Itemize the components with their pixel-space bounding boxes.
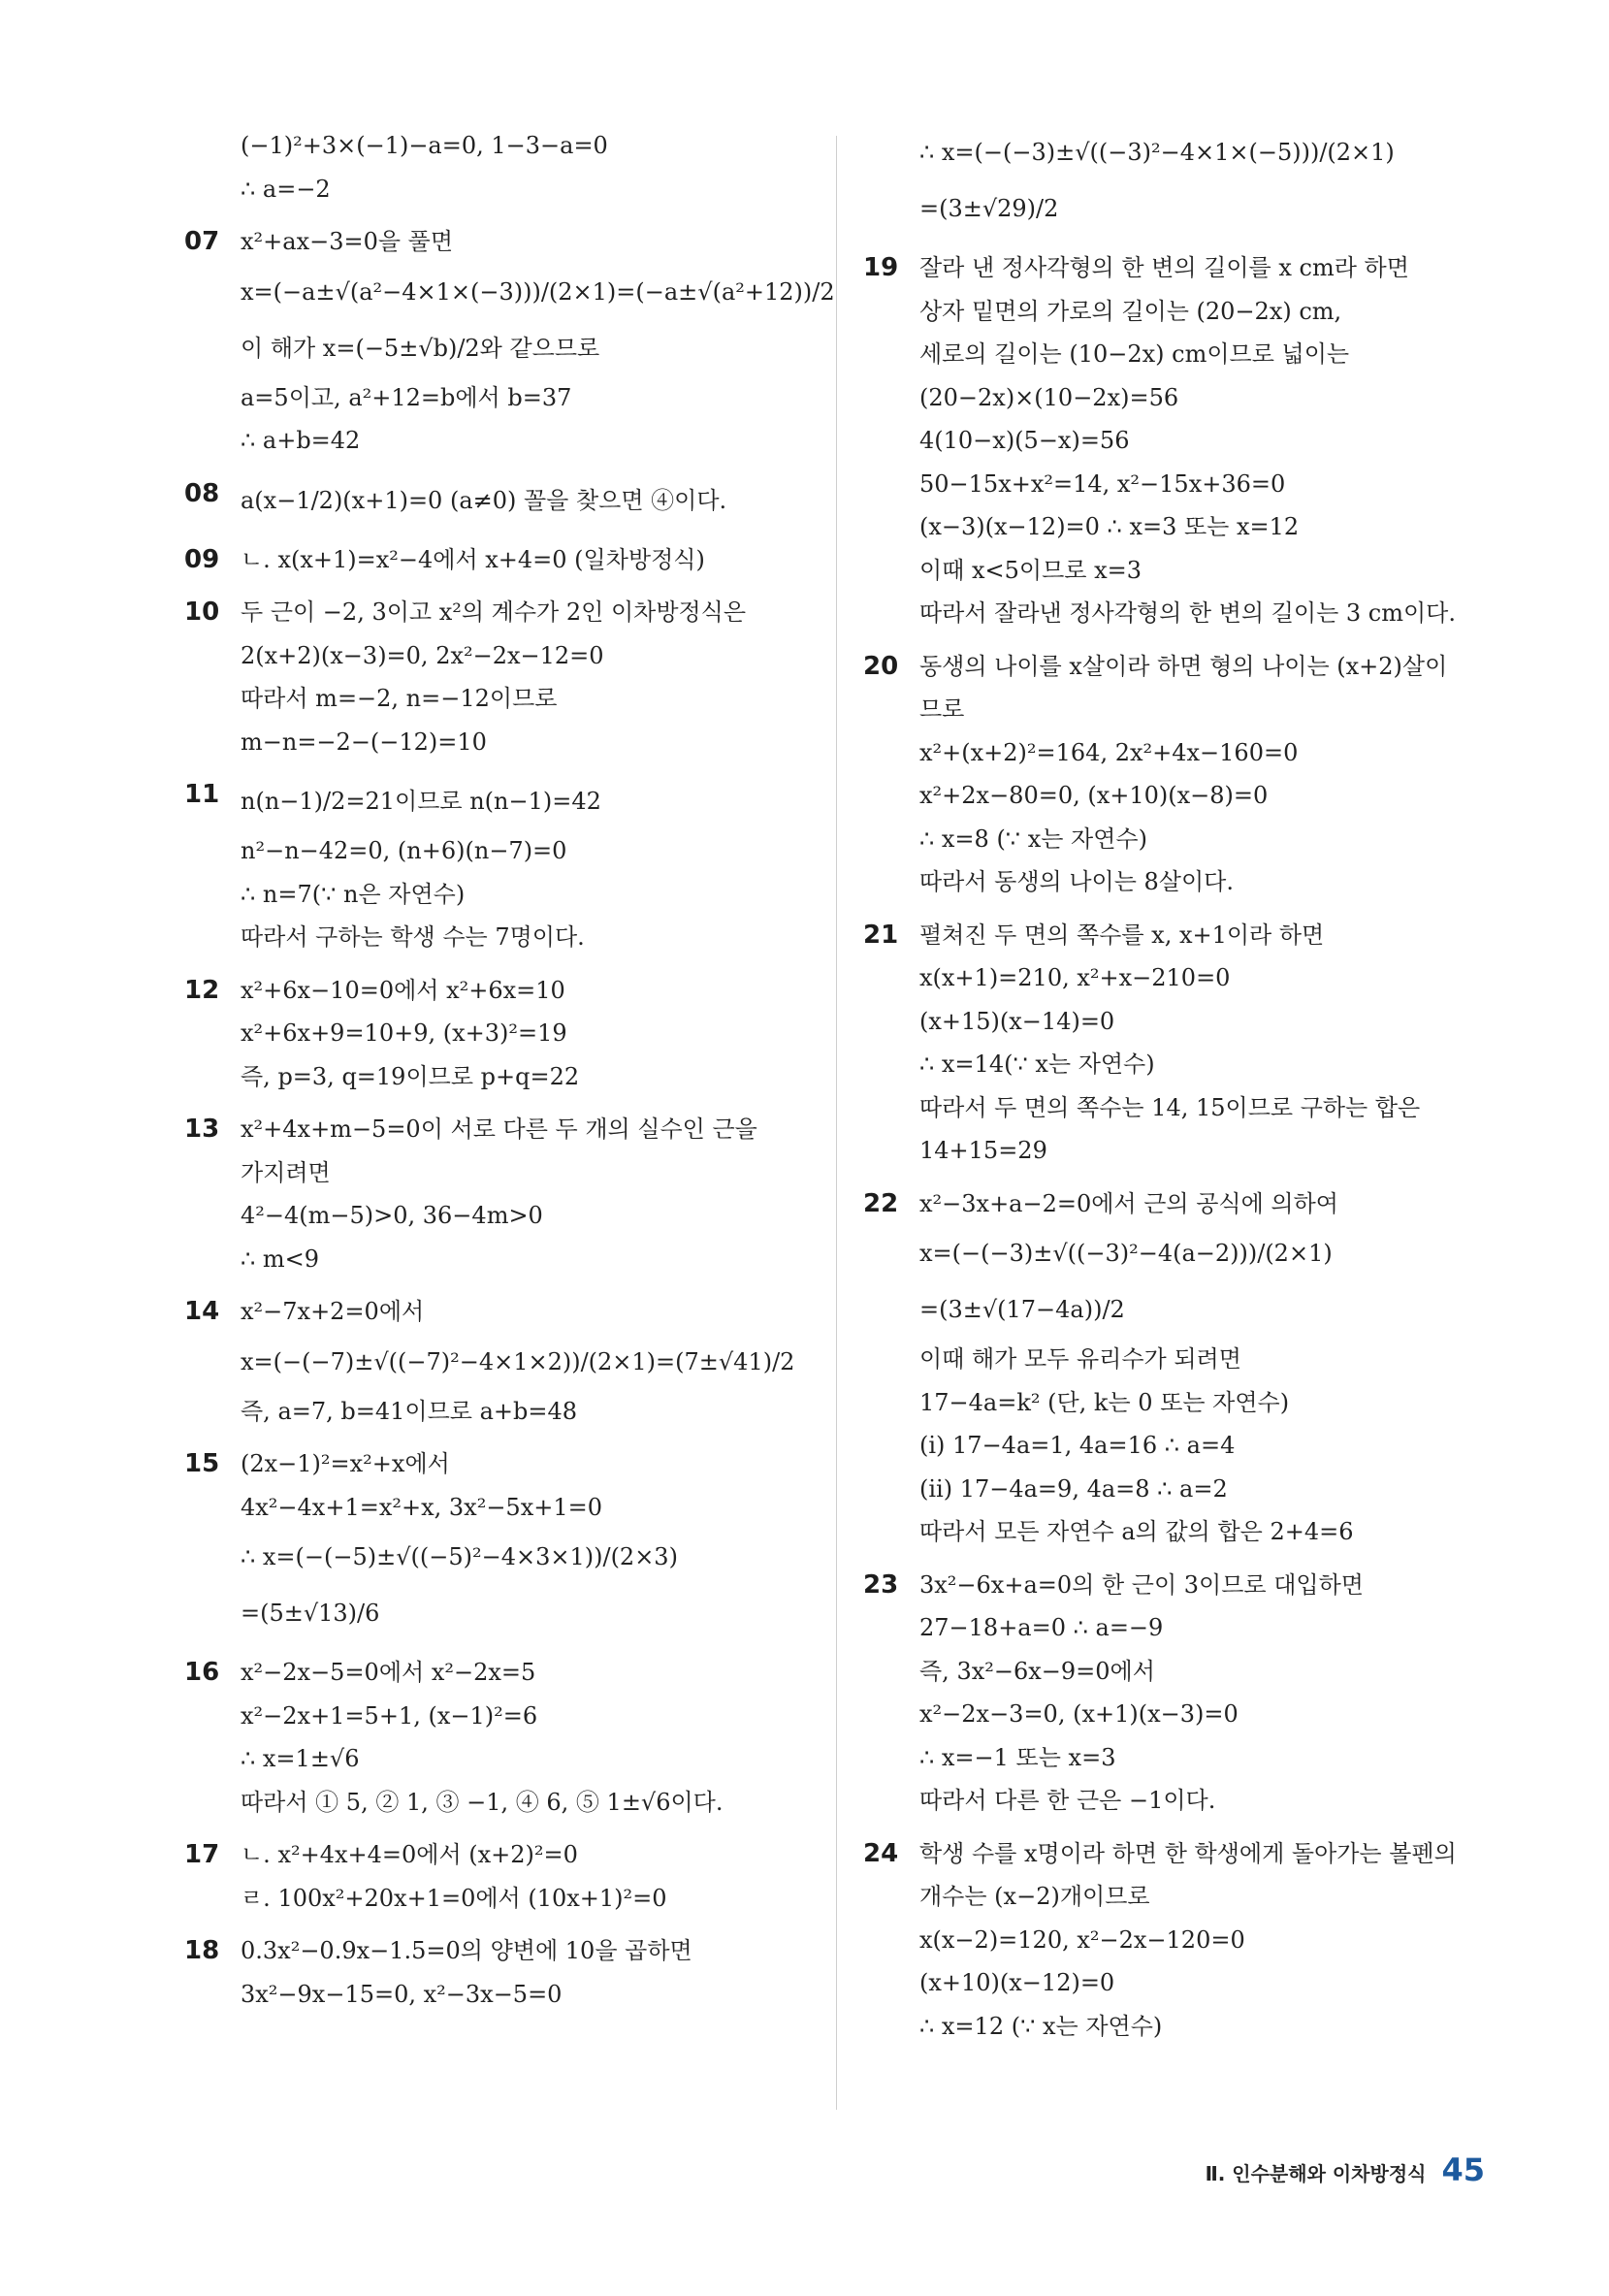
solution-line: 따라서 두 면의 쪽수는 14, 15이므로 구하는 합은 [919,1093,1421,1121]
problem-number: 14 [184,1297,220,1326]
solution-block [184,1442,805,1641]
problem-number: 22 [863,1188,899,1218]
solution-line: ∴ x=(−(−5)±√((−5)²−4×3×1))/(2×3) [241,1543,678,1570]
solution-line: ∴ x=14(∵ x는 자연수) [919,1051,1155,1078]
solution-line: 50−15x+x²=14, x²−15x+36=0 [919,469,1286,498]
solution-line: x²+4x+m−5=0이 서로 다른 두 개의 실수인 근을 [241,1116,757,1143]
solution-line: x²+ax−3=0을 풀면 [241,228,454,255]
solution-line: ∴ m<9 [241,1245,320,1273]
solution-line: (x+10)(x−12)=0 [919,1969,1115,1996]
solution-block [863,914,1484,1173]
problem-number: 19 [863,253,899,282]
solution-line: 4(10−x)(5−x)=56 [919,427,1130,454]
solution-line: 14+15=29 [919,1137,1047,1164]
solution-line: 따라서 m=−2, n=−12이므로 [241,685,558,712]
solution-line: (ⅰ) 17−4a=1, 4a=16 ∴ a=4 [919,1432,1236,1459]
solution-line: 따라서 ① 5, ② 1, ③ −1, ④ 6, ⑤ 1±√6이다. [241,1788,724,1816]
solution-block [184,591,805,763]
solution-line: 따라서 다른 한 근은 −1이다. [919,1787,1216,1814]
solution-line: =(5±√13)/6 [241,1600,380,1627]
chapter-title: Ⅱ. 인수분해와 이차방정식 [1205,2162,1427,2185]
solution-line: 0.3x²−0.9x−1.5=0의 양변에 10을 곱하면 [241,1937,692,1964]
solution-line: x²−2x−5=0에서 x²−2x=5 [241,1659,536,1686]
solution-line: =(3±√29)/2 [919,195,1059,222]
solution-line: ∴ a=−2 [241,175,331,203]
solution-line: ∴ n=7(∵ n은 자연수) [241,880,466,908]
solution-line: x²−3x+a−2=0에서 근의 공식에 의하여 [919,1189,1338,1217]
solution-block [184,1108,805,1280]
solution-line: 학생 수를 x명이라 하면 한 학생에게 돌아가는 볼펜의 [919,1839,1457,1867]
solution-block [863,1832,1484,2049]
solution-line: 개수는 (x−2)개이므로 [919,1883,1150,1910]
solution-line: ∴ x=−1 또는 x=3 [919,1743,1116,1771]
solution-line: 이 해가 x=(−5±√b)/2와 같으므로 [241,334,600,362]
problem-number: 16 [184,1658,220,1687]
solution-block [863,1564,1484,1823]
problem-number: 11 [184,780,220,809]
solution-line: x²−7x+2=0에서 [241,1298,425,1325]
solution-line: (ⅱ) 17−4a=9, 4a=8 ∴ a=2 [919,1474,1228,1503]
problem-number: 08 [184,478,220,508]
problem-number: 09 [184,544,220,574]
solution-line: 즉, p=3, q=19이므로 p+q=22 [241,1062,580,1090]
solution-block [184,1929,805,2016]
solution-line: (x−3)(x−12)=0 ∴ x=3 또는 x=12 [919,513,1300,540]
solution-block [184,1651,805,1824]
solution-line: 따라서 잘라낸 정사각형의 한 변의 길이는 3 cm이다. [919,599,1456,627]
solution-line: 따라서 동생의 나이는 8살이다. [919,868,1234,895]
solution-line: x=(−(−3)±√((−3)²−4(a−2)))/(2×1) [919,1240,1333,1267]
solution-line: ㄹ. 100x²+20x+1=0에서 (10x+1)²=0 [241,1884,667,1912]
solution-line: 이때 x<5이므로 x=3 [919,556,1142,584]
solution-line: ∴ x=12 (∵ x는 자연수) [919,2012,1163,2040]
solution-line: x=(−(−7)±√((−7)²−4×1×2))/(2×1)=(7±√41)/2 [241,1347,795,1375]
solution-line: x(x−2)=120, x²−2x−120=0 [919,1925,1245,1954]
problem-number: 07 [184,227,220,256]
solution-line: m−n=−2−(−12)=10 [241,728,487,756]
page-number: 45 [1441,2151,1485,2188]
problem-number: 12 [184,975,220,1005]
problem-number: 17 [184,1840,220,1869]
solution-line: ∴ x=8 (∵ x는 자연수) [919,825,1147,853]
solution-line: 3x²−9x−15=0, x²−3x−5=0 [241,1980,563,2008]
solution-line: 두 근이 −2, 3이고 x²의 계수가 2인 이차방정식은 [241,598,747,626]
solution-line: x²−2x+1=5+1, (x−1)²=6 [241,1701,538,1730]
page-footer [1206,2151,1485,2188]
solution-block [184,969,805,1099]
solution-line: 4x²−4x+1=x²+x, 3x²−5x+1=0 [241,1493,602,1521]
problem-number: 15 [184,1449,220,1478]
column-divider [836,136,837,2110]
solution-line: 따라서 구하는 학생 수는 7명이다. [241,923,585,951]
solution-line: (x+15)(x−14)=0 [919,1007,1115,1035]
solution-line: x²+6x−10=0에서 x²+6x=10 [241,976,565,1004]
problem-number: 20 [863,651,899,681]
solution-line: n(n−1)/2=21이므로 n(n−1)=42 [241,788,601,815]
solution-line: a(x−1/2)(x+1)=0 (a≠0) 꼴을 찾으면 ④이다. [241,486,727,514]
solution-line: 17−4a=k² (단, k는 0 또는 자연수) [919,1388,1290,1416]
solution-line: 가지려면 [241,1158,331,1186]
solution-line: 이때 해가 모두 유리수가 되려면 [919,1345,1241,1373]
solution-line: ㄴ. x²+4x+4=0에서 (x+2)²=0 [241,1841,578,1868]
solution-block [863,246,1484,635]
solution-line: 동생의 나이를 x살이라 하면 형의 나이는 (x+2)살이 [919,652,1448,680]
problem-number: 18 [184,1936,220,1965]
solution-line: 펼쳐진 두 면의 쪽수를 x, x+1이라 하면 [919,921,1325,949]
solution-line: 므로 [919,695,965,723]
solution-line: n²−n−42=0, (n+6)(n−7)=0 [241,837,567,864]
solution-line: 상자 밑면의 가로의 길이는 (20−2x) cm, [919,297,1342,325]
solution-block [184,538,805,582]
solution-line: ∴ a+b=42 [241,427,361,454]
solution-line: 27−18+a=0 ∴ a=−9 [919,1614,1164,1641]
solution-line: (2x−1)²=x²+x에서 [241,1450,450,1477]
solution-line: 2(x+2)(x−3)=0, 2x²−2x−12=0 [241,641,604,669]
problem-number: 24 [863,1838,899,1868]
problem-number: 13 [184,1115,220,1144]
problem-number: 23 [863,1569,899,1600]
solution-line: a=5이고, a²+12=b에서 b=37 [241,383,572,411]
solution-block [184,1833,805,1920]
solution-block [184,472,805,529]
solution-line: x²+6x+9=10+9, (x+3)²=19 [241,1019,567,1047]
solution-line: x(x+1)=210, x²+x−210=0 [919,964,1231,991]
solution-line: 3x²−6x+a=0의 한 근이 3이므로 대입하면 [919,1570,1364,1599]
solution-line: x²+2x−80=0, (x+10)(x−8)=0 [919,782,1269,809]
solution-line: x²+(x+2)²=164, 2x²+4x−160=0 [919,738,1299,766]
solution-line: 따라서 모든 자연수 a의 값의 합은 2+4=6 [919,1518,1354,1545]
solution-line: x=(−a±√(a²−4×1×(−3)))/(2×1)=(−a±√(a²+12))/2 [241,277,835,306]
solution-block [184,1290,805,1433]
solution-line: x²−2x−3=0, (x+1)(x−3)=0 [919,1700,1239,1728]
solution-line: ㄴ. x(x+1)=x²−4에서 x+4=0 (일차방정식) [241,545,705,573]
solution-line: 잘라 낸 정사각형의 한 변의 길이를 x cm라 하면 [919,254,1409,281]
left-column [184,124,835,2025]
solution-line: =(3±√(17−4a))/2 [919,1296,1125,1323]
solution-line: ∴ x=1±√6 [241,1745,360,1772]
solution-block [863,1182,1484,1554]
solution-line: 즉, a=7, b=41이므로 a+b=48 [241,1397,578,1425]
solution-line: (20−2x)×(10−2x)=56 [919,383,1179,411]
solution-line: 세로의 길이는 (10−2x) cm이므로 넓이는 [919,340,1350,368]
problem-number: 21 [863,920,899,950]
solution-block [184,124,805,210]
solution-line: (−1)²+3×(−1)−a=0, 1−3−a=0 [241,132,608,159]
right-column [863,124,1484,2057]
solution-line: 즉, 3x²−6x−9=0에서 [919,1657,1155,1685]
solution-block [184,220,835,463]
solution-line: 4²−4(m−5)>0, 36−4m>0 [241,1202,543,1229]
solution-block [863,645,1484,904]
solution-block [863,124,1484,237]
solution-line: ∴ x=(−(−3)±√((−3)²−4×1×(−5)))/(2×1) [919,139,1395,166]
solution-block [184,773,805,959]
problem-number: 10 [184,598,220,627]
